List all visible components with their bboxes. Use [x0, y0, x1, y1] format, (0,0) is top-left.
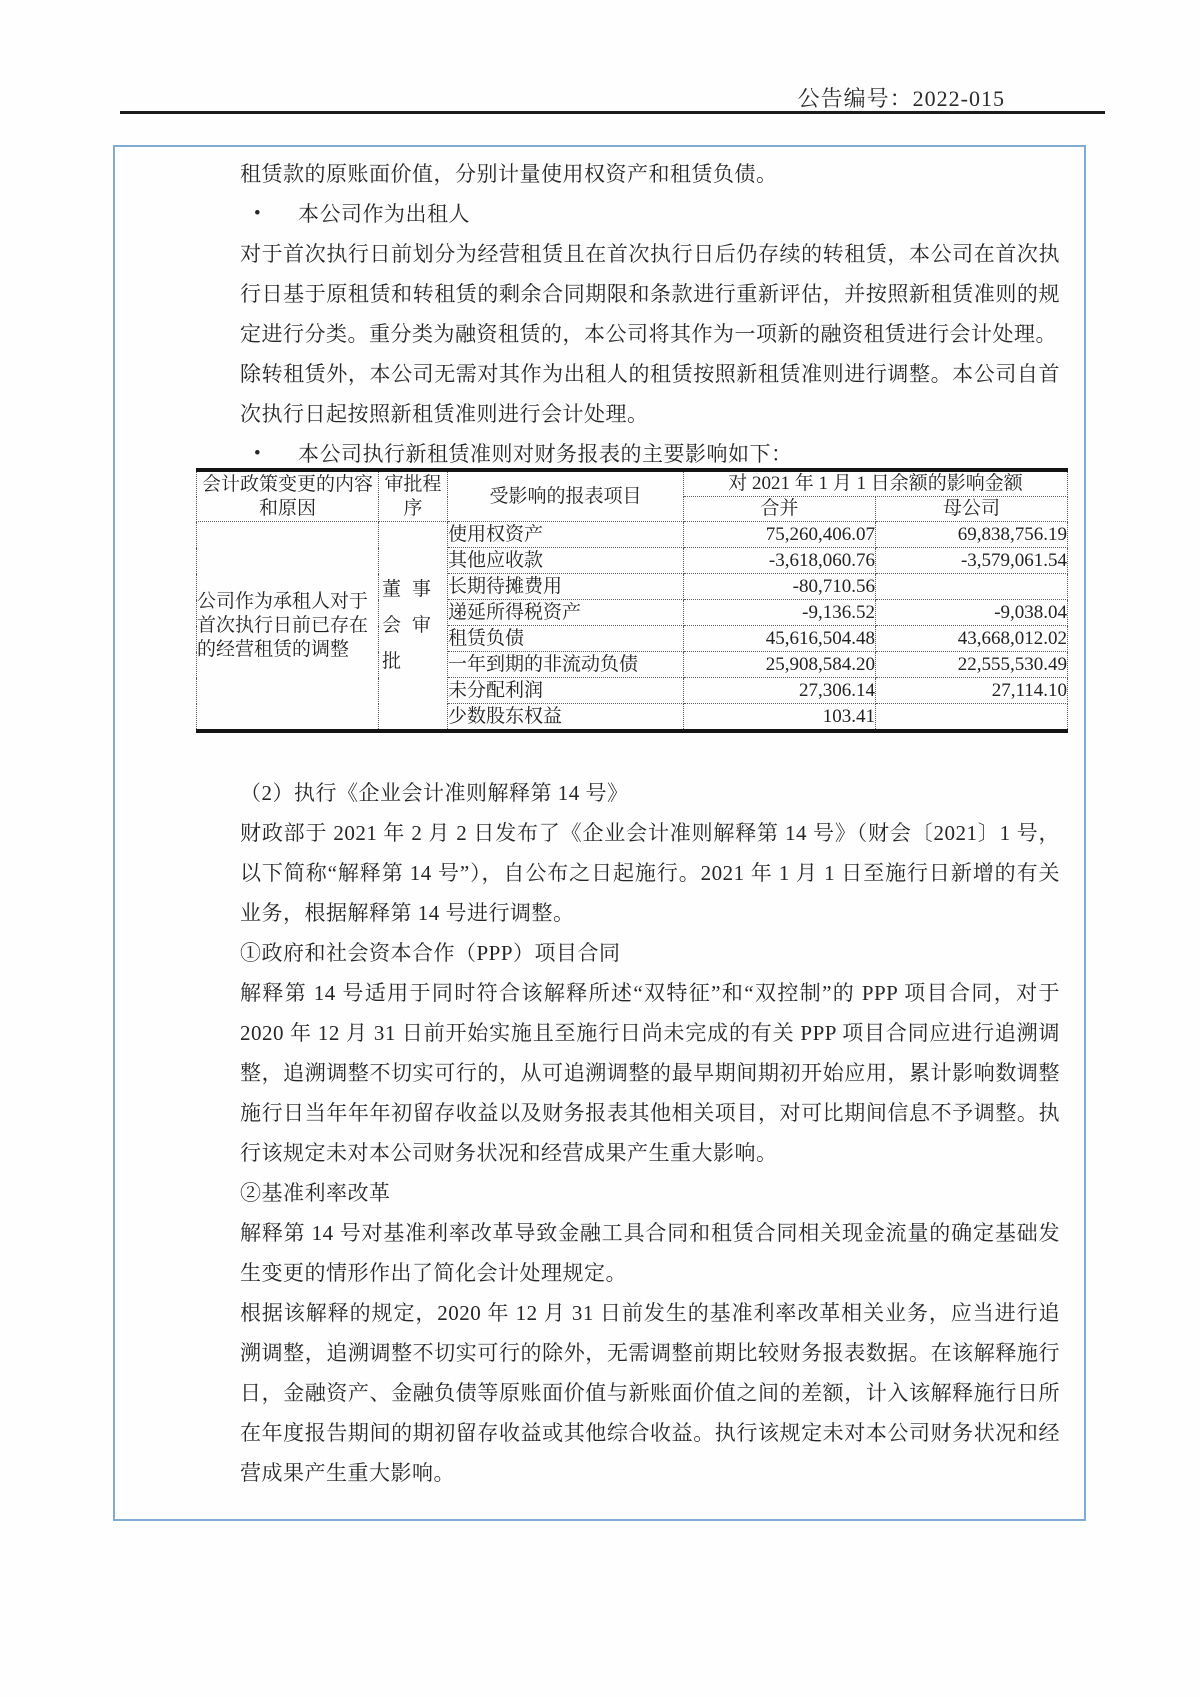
section2-sub1-heading: ①政府和社会资本合作（PPP）项目合同: [240, 941, 621, 965]
paragraph-no-adjust: 除转租赁外，本公司无需对其作为出租人的租赁按照新租赁准则进行调整。本公司自首次执行日起按照新租赁准则进行会计处理。: [240, 362, 1060, 426]
col-header-parent: 母公司: [876, 497, 1068, 522]
parent-cell: -3,579,061.54: [876, 548, 1068, 574]
item-cell: 递延所得税资产: [448, 600, 684, 626]
parent-cell: 69,838,756.19: [876, 522, 1068, 548]
parent-cell: 27,114.10: [876, 678, 1068, 704]
item-cell: 长期待摊费用: [448, 574, 684, 600]
approval-cell: [379, 522, 448, 732]
paragraph-sublease: 对于首次执行日前划分为经营租赁且在首次执行日后仍存续的转租赁，本公司在首次执行日基于原租赁和转租赁的剩余合同期限和条款进行重新评估，并按照新租赁准则的规定进行分类。重分类为融资租赁的，本公司将其作为一项新的融资租赁进行会计处理。: [240, 242, 1060, 346]
item-cell: 租赁负债: [448, 626, 684, 652]
parent-cell: [876, 574, 1068, 600]
section2-heading: （2）执行《企业会计准则解释第 14 号》: [240, 781, 629, 805]
consolidated-cell: 45,616,504.48: [684, 626, 876, 652]
consolidated-cell: 27,306.14: [684, 678, 876, 704]
approval-text: 董事会审批: [382, 578, 443, 672]
bullet-item-lessor: [240, 194, 1060, 234]
consolidated-cell: -9,136.52: [684, 600, 876, 626]
item-cell: 一年到期的非流动负债: [448, 652, 684, 678]
announcement-number: 公告编号：2022-015: [797, 86, 1005, 111]
parent-cell: 43,668,012.02: [876, 626, 1068, 652]
impact-table: [196, 468, 1068, 733]
consolidated-cell: 75,260,406.07: [684, 522, 876, 548]
table-row: [197, 522, 1068, 548]
section2-intro-paragraph: 财政部于 2021 年 2 月 2 日发布了《企业会计准则解释第 14 号》（财会〔2021〕1 号，以下简称“解释第 14 号”），自公布之日起施行。2021 年 1 月 1 日至施行日新增的有关业务，根据解释第 14 号进行调整。: [240, 821, 1060, 925]
consolidated-cell: -80,710.56: [684, 574, 876, 600]
paragraph-lead: 租赁款的原账面价值，分别计量使用权资产和租赁负债。: [240, 162, 778, 186]
item-cell: 使用权资产: [448, 522, 684, 548]
bullet-dot-icon: •: [254, 203, 262, 224]
bullet-lessor-label: 本公司作为出租人: [298, 202, 470, 226]
section2-sub1-paragraph: 解释第 14 号适用于同时符合该解释所述“双特征”和“双控制”的 PPP 项目合同，对于 2020 年 12 月 31 日前开始实施且至施行日尚未完成的有关 PPP 项目合同应进行追溯调整，追溯调整不切实可行的，从可追溯调整的最早期间期初开始应用，累计影响数调整施行日当年年年初留存收益以及财务报表其他相关项目，对可比期间信息不予调整。执行该规定未对本公司财务状况和经营成果产生重大影响。: [240, 981, 1060, 1165]
consolidated-cell: 103.41: [684, 704, 876, 732]
item-cell: 未分配利润: [448, 678, 684, 704]
change-content-cell: 公司作为承租人对于首次执行日前已存在的经营租赁的调整: [197, 522, 379, 732]
parent-cell: [876, 704, 1068, 732]
col-header-approval: 审批程序: [379, 470, 448, 522]
section2-sub2-paragraph-2: 根据该解释的规定，2020 年 12 月 31 日前发生的基准利率改革相关业务，应当进行追溯调整，追溯调整不切实可行的除外，无需调整前期比较财务报表数据。在该解释施行日，金融资产、金融负债等原账面价值与新账面价值之间的差额，计入该解释施行日所在年度报告期间的期初留存收益或其他综合收益。执行该规定未对本公司财务状况和经营成果产生重大影响。: [240, 1301, 1060, 1485]
bullet-dot-icon: •: [254, 443, 262, 464]
parent-cell: -9,038.04: [876, 600, 1068, 626]
header-rule: [120, 111, 1105, 114]
parent-cell: 22,555,530.49: [876, 652, 1068, 678]
item-cell: 其他应收款: [448, 548, 684, 574]
content-border-box: [113, 145, 1086, 1521]
col-header-change-content: 会计政策变更的内容和原因: [197, 470, 379, 522]
bullet-impact-label: 本公司执行新租赁准则对财务报表的主要影响如下：: [298, 442, 793, 466]
col-header-impact-amount: 对 2021 年 1 月 1 日余额的影响金额: [684, 470, 1068, 497]
consolidated-cell: -3,618,060.76: [684, 548, 876, 574]
col-header-consolidated: 合并: [684, 497, 876, 522]
item-cell: 少数股东权益: [448, 704, 684, 732]
content-area: [115, 147, 1084, 1493]
section2-sub2-heading: ②基准利率改革: [240, 1181, 391, 1205]
col-header-affected-items: 受影响的报表项目: [448, 470, 684, 522]
section2-sub2-paragraph-1: 解释第 14 号对基准利率改革导致金融工具合同和租赁合同相关现金流量的确定基础发生变更的情形作出了简化会计处理规定。: [240, 1221, 1060, 1285]
consolidated-cell: 25,908,584.20: [684, 652, 876, 678]
